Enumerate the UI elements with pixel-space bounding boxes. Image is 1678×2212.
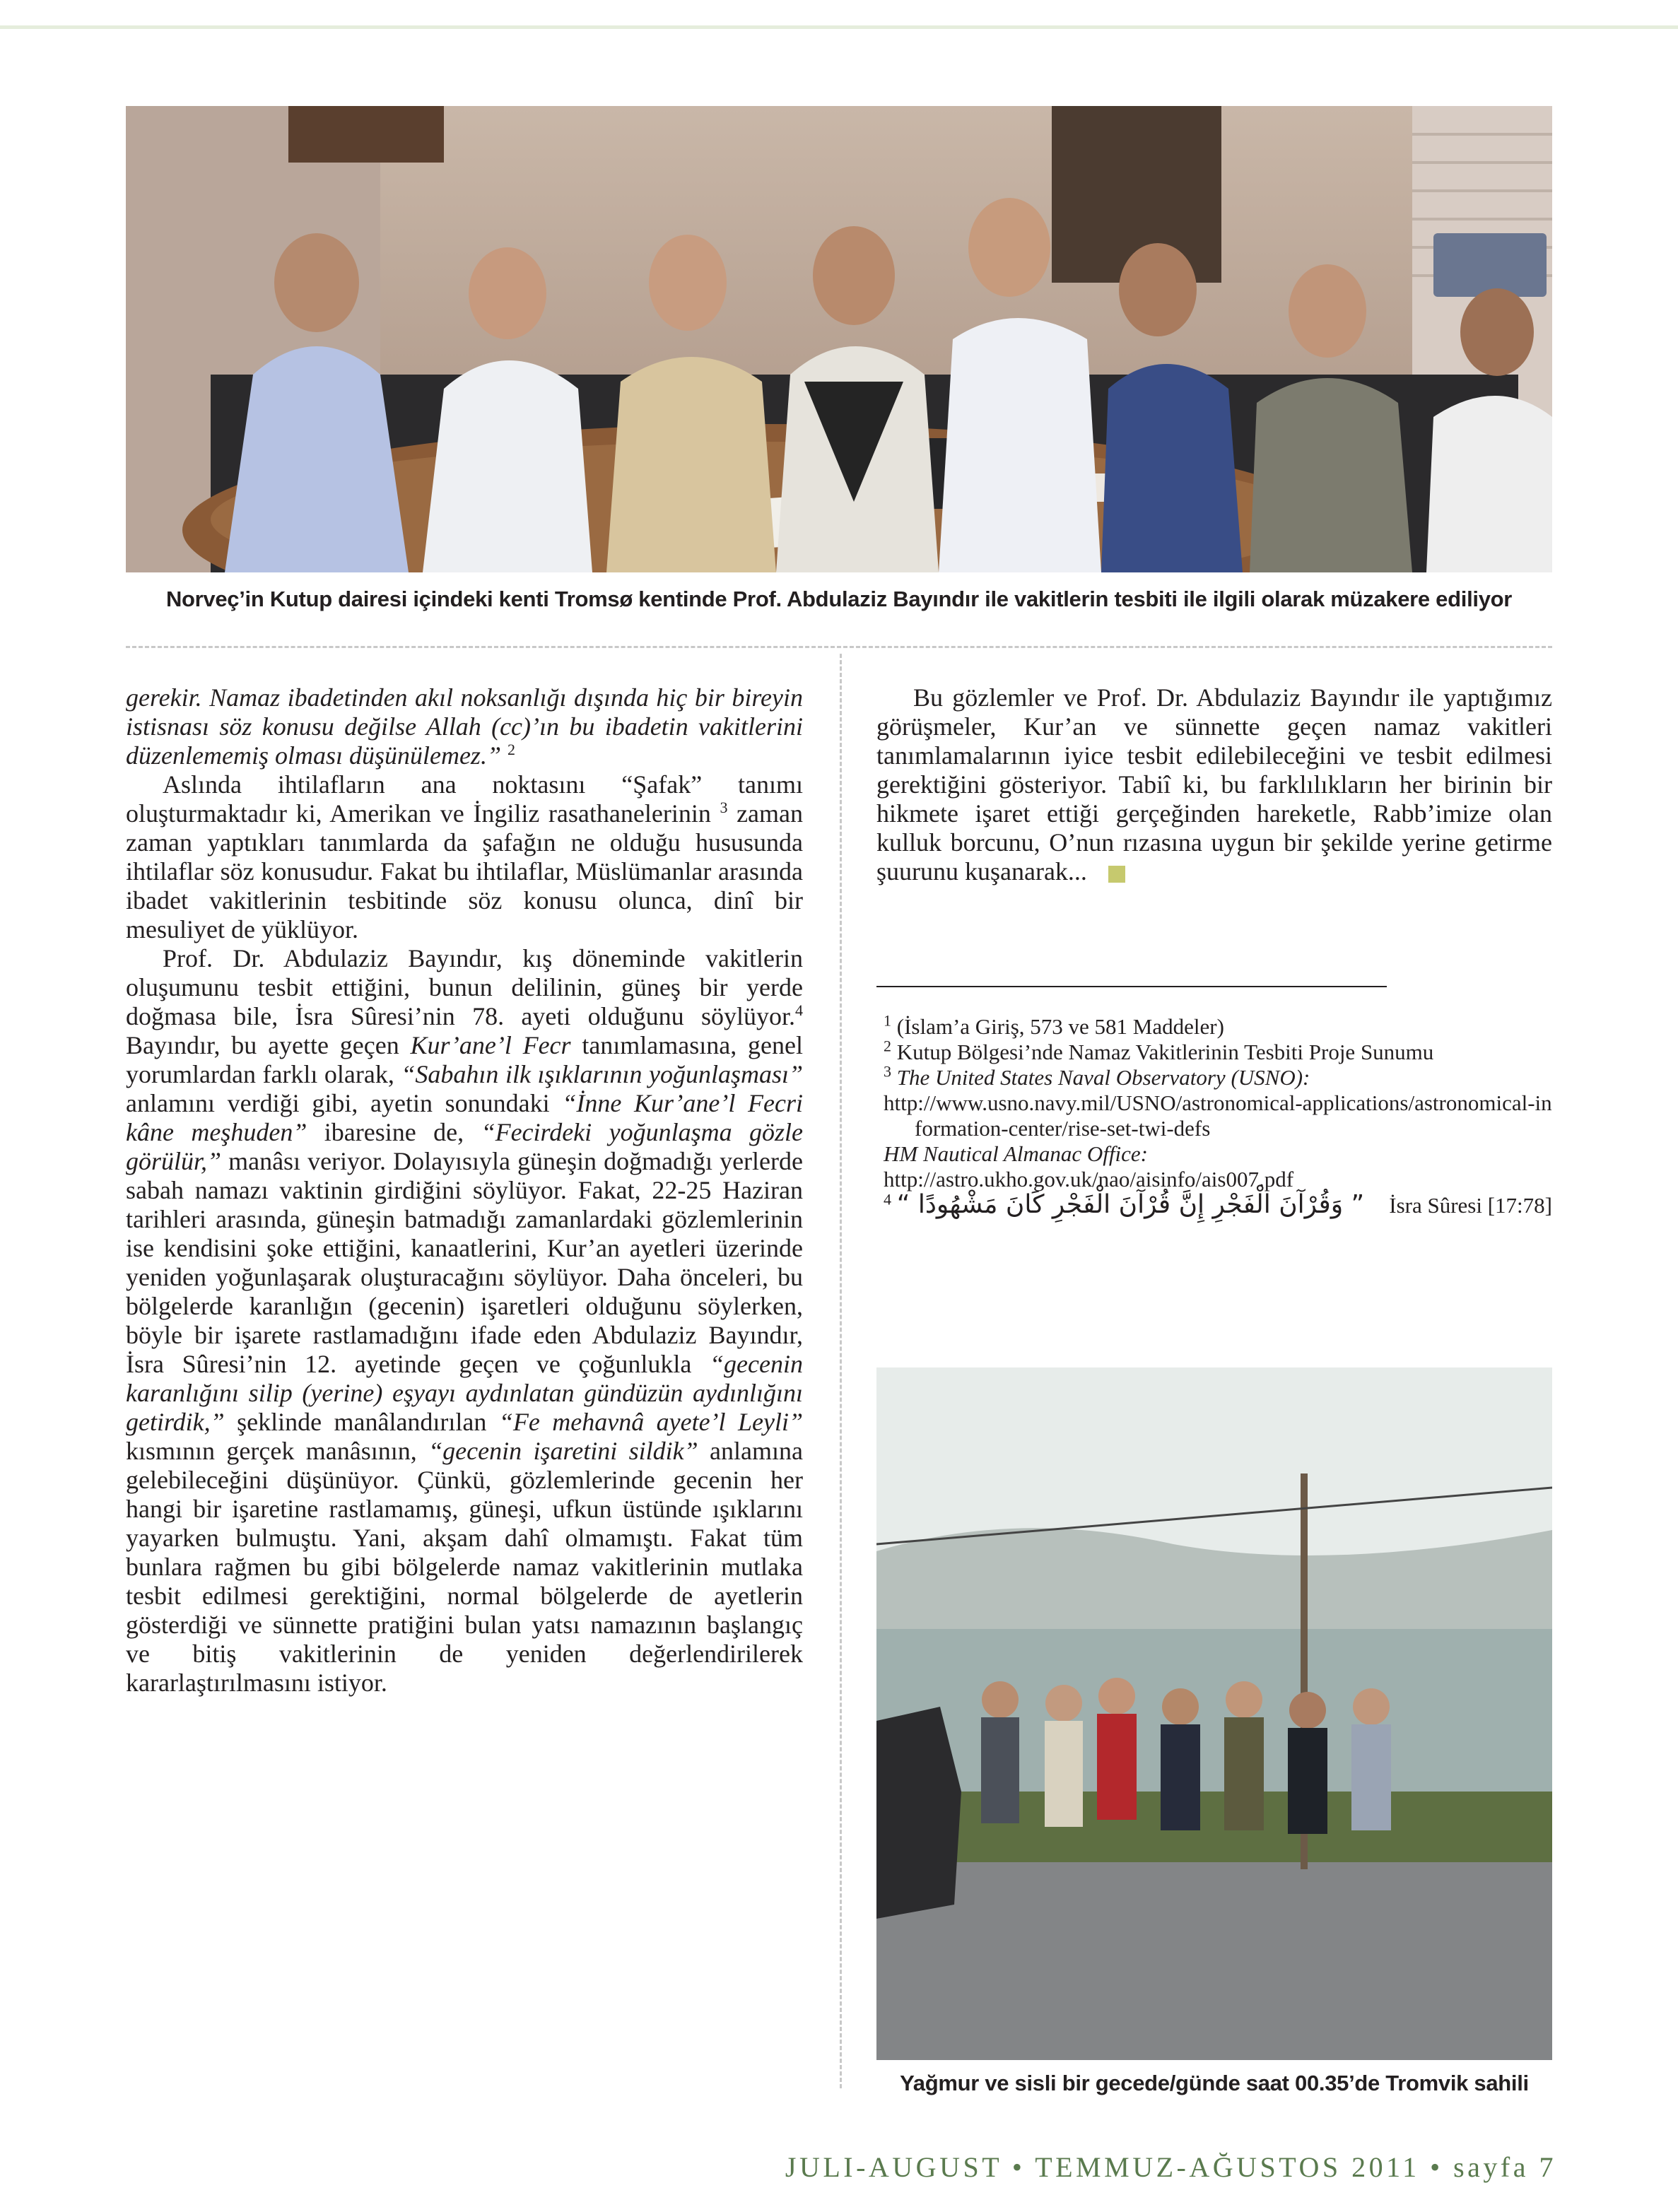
left-paragraph-1: gerekir. Namaz ibadetinden akıl noksanlığı dışında hiç bir bireyin istisnası söz konusu değilse Allah (cc)’ın bu ibadetin vakitlerini düzenlememiş olması düşünülemez.” $^2$ <box>126 683 803 770</box>
left-column <box>126 683 803 1698</box>
footnote-2: $^2$ Kutup Bölgesi’nde Namaz Vakitlerinin Tesbiti Proje Sunumu <box>884 1037 1434 1064</box>
footnote-3-source-2: HM Nautical Almanac Office: <box>884 1141 1148 1166</box>
footnote-3-url-1[interactable]: http://www.usno.navy.mil/USNO/astronomical-applications/astronomical-information-center/rise-set-twi-defs <box>884 1090 1552 1141</box>
photo-meeting <box>126 106 1552 572</box>
footnote-4-reference: İsra Sûresi [17:78] <box>1389 1192 1552 1218</box>
footnote-rule <box>876 986 1387 987</box>
footnotes <box>884 1011 1552 1219</box>
footnote-3: $^3$ The United States Naval Observatory (USNO): <box>884 1062 1310 1090</box>
footnote-4-arabic: “ وَقُرْآنَ الْفَجْرِ إِنَّ قُرْآنَ الْفَجْرِ كَانَ مَشْهُودًا ” <box>896 1190 1365 1219</box>
end-mark-icon <box>1108 866 1125 883</box>
photo-meeting-caption: Norveç’in Kutup dairesi içindeki kenti Tromsø kentinde Prof. Abdulaziz Bayındır ile vakitlerin tesbiti ile ilgili olarak müzakere ediliyor <box>165 587 1513 611</box>
footnote-4: $^4$ “ وَقُرْآنَ الْفَجْرِ إِنَّ قُرْآنَ الْفَجْرِ كَانَ مَشْهُودًا ” İsra Sûresi [17:78] <box>884 1190 1552 1219</box>
right-paragraph-1: Bu gözlemler ve Prof. Dr. Abdulaziz Bayındır ile yaptığımız görüşmeler, Kur’an ve sünnette geçen namaz vakitleri tanımlamalarının iyice tesbit edilebileceğini ve tesbit edilmesi gerektiğini gösteriyor. Tabiî ki, bu farklılıkların her birinin bir hikmete işaret ettiği gerçeğinden hareketle, Rabb’imize olan kulluk borcunu, O’nun rızasına uygun bir şekilde yerine getirme şuurunu kuşanarak... <box>876 683 1552 886</box>
horizontal-divider <box>126 646 1552 648</box>
page-footer: JULI-AUGUST • TEMMUZ-AĞUSTOS 2011 • sayfa 7 <box>785 2151 1556 2183</box>
footnote-1: $^1$ (İslam’a Giriş, 573 ve 581 Maddeler) <box>884 1011 1224 1039</box>
column-divider <box>840 654 842 2088</box>
photo-tromvik-coast <box>876 1367 1552 2060</box>
right-column <box>876 683 1552 886</box>
left-paragraph-3: Prof. Dr. Abdulaziz Bayındır, kış döneminde vakitlerin oluşumunu tesbit ettiğini, bunun delilinin, güneş bir yerde doğmasa bile, İsra Sûresi’nin 78. ayeti olduğunu söylüyor.$^4$ Bayındır, bu ayette geçen Kur’ane’l Fecr tanımlamasına, genel yorumlardan farklı olarak, “Sabahın ilk ışıklarının yoğunlaşması” anlamını verdiği gibi, ayetin sonundaki “İnne Kur’ane’l Fecri kâne meşhuden” ibaresine de, “Fecirdeki yoğunlaşma gözle görülür,” manâsı veriyor. Dolayısıyla güneşin doğmadığı yerlerde sabah namazı vaktinin girdiğini söylüyor. Fakat, 22-25 Haziran tarihleri arasında, güneşin batmadığı zamanlardaki gözlemlerinin ise kendisini şoke ettiğini, kanaatlerini, Kur’an ayetleri üzerinde yeniden yoğunlaşarak oluşturacağını söylüyor. Daha önceleri, bu bölgelerde karanlığın (gecenin) işaretleri olduğunu söylerken, böyle bir işarete rastlamadığını ifade eden Abdulaziz Bayındır, İsra Sûresi’nin 12. ayetinde geçen ve çoğunlukla “gecenin karanlığını silip (yerine) eşyayı aydınlatan gündüzün aydınlığını getirdik,” şeklinde manâlandırılan “Fe mehavnâ ayete’l Leyli” kısmının gerçek manâsının, “gecenin işaretini sildik” anlamına gelebileceğini düşünüyor. Çünkü, gözlemlerinde gecenin her hangi bir işaretine rastlamamış, güneşi, ufkun üstünde ışıklarını yayarken bulmuştu. Yani, akşam dahî olmamıştı. Fakat tüm bunlara rağmen bu gibi bölgelerde namaz vakitlerinin mutlaka tesbit edilmesi gerektiğini, normal bölgelerde de ayetlerin gösterdiği ve sünnette pratiğini bulan yatsı namazının başlangıç ve bitiş vakitlerinin de yeniden değerlendirilerek kararlaştırılmasını istiyor. <box>126 944 804 1697</box>
left-paragraph-2: Aslında ihtilafların ana noktasını “Şafak” tanımı oluşturmaktadır ki, Amerikan ve İngiliz rasathanelerinin $^3$ zaman zaman yaptıkları tanımlarda da şafağın ne olduğu hususunda ihtilaflar söz konusudur. Fakat bu ihtilaflar, Müslümanlar arasında ibadet vakitlerinin tesbitinde söz konusu olunca, dinî bir mesuliyet de yüklüyor. <box>126 770 804 943</box>
footnote-3-url-2[interactable]: http://astro.ukho.gov.uk/nao/aisinfo/ais007.pdf <box>884 1167 1294 1192</box>
photo-tromvik-caption: Yağmur ve sisli bir gecede/günde saat 00.35’de Tromvik sahili <box>900 2071 1529 2095</box>
top-rule <box>0 25 1678 29</box>
